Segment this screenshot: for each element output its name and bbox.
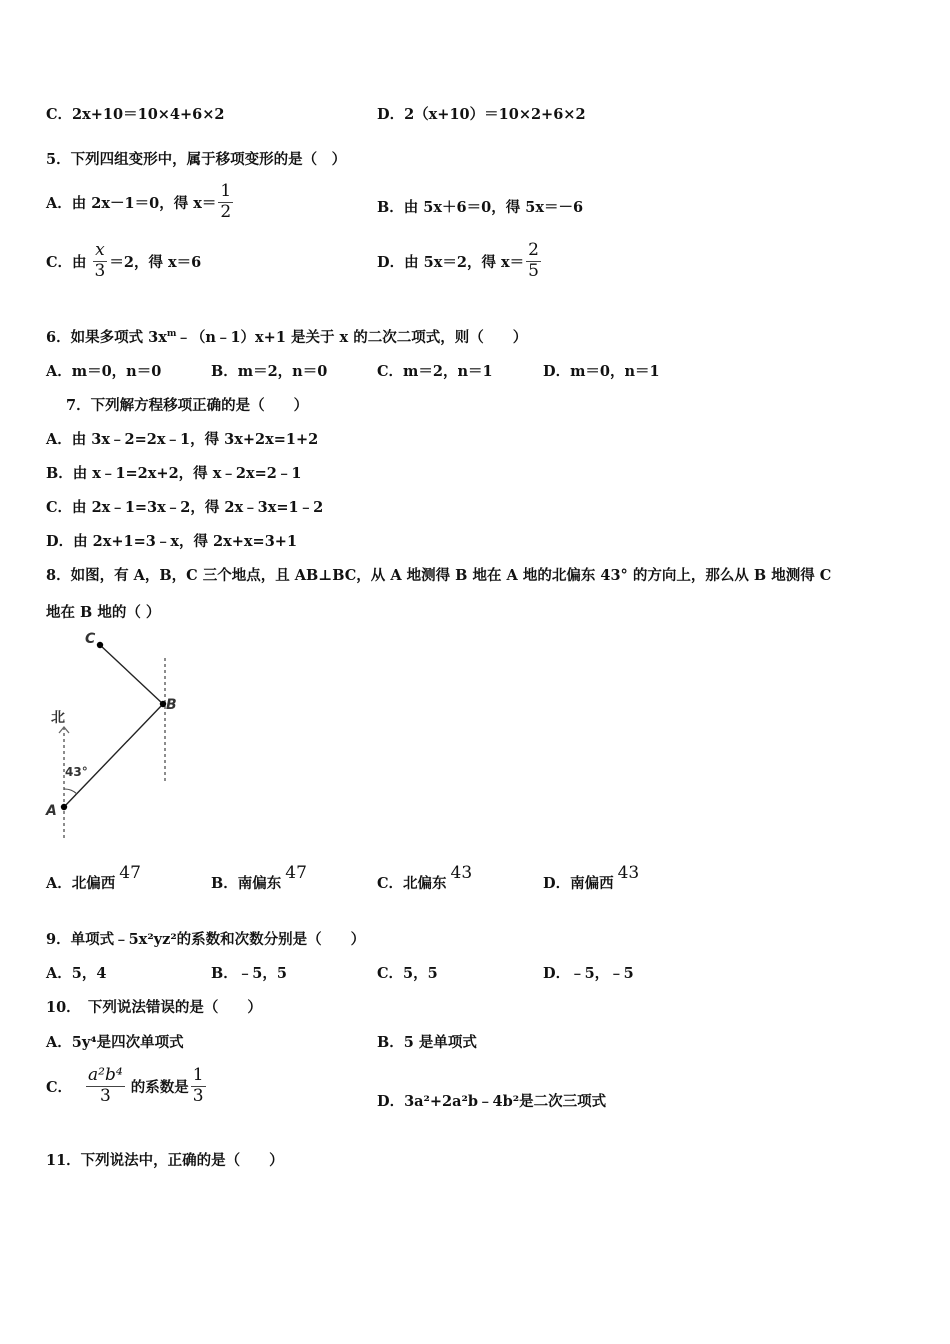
q11-stem: 11．下列说法中，正确的是（ ）	[46, 1152, 284, 1169]
q5-a-text: A．由 2x－1＝0，得 x＝	[46, 194, 217, 212]
q8-a-num: 47	[119, 863, 141, 883]
point-c	[97, 642, 103, 648]
q8-option-b	[211, 863, 307, 893]
q8-option-c	[377, 863, 473, 893]
q5-c-fraction	[93, 241, 108, 281]
q6-option-d: D．m＝0，n＝1	[543, 363, 660, 380]
q9-stem: 9．单项式﹣5x²yz²的系数和次数分别是（ ）	[46, 931, 366, 948]
q8-b-text: B．南偏东	[211, 875, 282, 892]
q10-c-coef-num: 1	[192, 1065, 204, 1085]
q10-c-den: 3	[99, 1085, 111, 1106]
label-c: C	[85, 631, 96, 647]
q4-option-c: C．2x+10＝10×4+6×2	[46, 106, 225, 123]
label-north: 北	[51, 710, 65, 726]
q8-c-num: 43	[450, 863, 473, 883]
q6-stem-sup: m	[166, 329, 177, 340]
q6-option-a: A．m＝0，n＝0	[46, 363, 162, 380]
q5-d-den: 5	[528, 260, 539, 281]
q8-stem-line2: 地在 B 地的（ ）	[46, 604, 161, 621]
q5-option-d	[377, 241, 543, 281]
point-a	[61, 804, 67, 810]
q5-c-den: 3	[94, 260, 106, 281]
q5-c-num: x	[95, 240, 105, 260]
q8-stem-line1: 8．如图，有 A，B，C 三个地点，且 AB⊥BC，从 A 地测得 B 地在 A 地的北偏东 43° 的方向上，那么从 B 地测得 C	[46, 567, 832, 584]
q5-d-fraction	[526, 241, 541, 281]
q10-c-text: C．	[46, 1078, 73, 1096]
q8-a-text: A．北偏西	[46, 875, 116, 892]
q5-c-text: C．由	[46, 253, 87, 271]
q8-d-text: D．南偏西	[543, 875, 614, 892]
q5-option-b: B．由 5x＋6＝0，得 5x＝－6	[377, 199, 584, 216]
q7-option-a: A．由 3x﹣2=2x﹣1，得 3x+2x=1+2	[46, 431, 319, 448]
angle-arc	[64, 789, 77, 794]
q8-b-num: 47	[285, 863, 307, 883]
q10-c-mid: 的系数是	[130, 1078, 189, 1096]
label-b: B	[166, 697, 177, 713]
q10-c-coef-fraction	[191, 1066, 206, 1106]
q8-c-text: C．北偏东	[377, 875, 447, 892]
q7-option-d: D．由 2x+1=3﹣x，得 2x+x=3+1	[46, 533, 298, 550]
q10-option-b: B．5 是单项式	[377, 1034, 477, 1051]
q10-c-fraction	[86, 1066, 125, 1106]
q10-c-coef-den: 3	[192, 1085, 204, 1106]
q5-d-text: D．由 5x＝2，得 x＝	[377, 253, 525, 271]
q5-option-c	[46, 241, 201, 281]
q5-a-den: 2	[220, 201, 232, 222]
q10-c-num: a²b⁴	[88, 1065, 123, 1085]
q7-stem: 7．下列解方程移项正确的是（ ）	[66, 397, 309, 414]
q8-option-a	[46, 863, 141, 893]
q9-option-c: C．5，5	[377, 965, 438, 982]
q5-d-num: 2	[528, 240, 539, 260]
q6-option-b: B．m＝2，n＝0	[211, 363, 328, 380]
q8-figure	[40, 624, 200, 844]
q6-stem-post: ﹣（n﹣1）x+1 是关于 x 的二次二项式，则（ ）	[176, 329, 528, 346]
q6-stem-pre: 6．如果多项式 3x	[46, 329, 167, 346]
q5-option-a	[46, 182, 235, 222]
q5-a-fraction	[218, 182, 233, 222]
q9-option-a: A．5，4	[46, 965, 107, 982]
q10-option-d: D．3a²+2a²b﹣4b²是二次三项式	[377, 1093, 607, 1110]
q10-option-c	[46, 1066, 208, 1106]
q5-stem: 5．下列四组变形中，属于移项变形的是（ ）	[46, 151, 347, 168]
q8-option-d	[543, 863, 640, 893]
q9-option-b: B．﹣5，5	[211, 965, 287, 982]
q8-d-num: 43	[617, 863, 640, 883]
q6-stem	[46, 326, 527, 347]
q7-option-c: C．由 2x﹣1=3x﹣2，得 2x﹣3x=1﹣2	[46, 499, 324, 516]
label-angle: 43°	[65, 765, 88, 779]
q6-option-c: C．m＝2，n＝1	[377, 363, 493, 380]
q5-a-num: 1	[220, 181, 232, 201]
q7-option-b: B．由 x﹣1=2x+2，得 x﹣2x=2﹣1	[46, 465, 302, 482]
q4-option-d: D．2（x+10）＝10×2+6×2	[377, 106, 586, 123]
label-a: A	[46, 803, 57, 819]
q10-stem: 10． 下列说法错误的是（ ）	[46, 999, 262, 1016]
segment-bc	[100, 645, 163, 704]
q9-option-d: D．﹣5，﹣5	[543, 965, 634, 982]
q10-option-a: A．5y⁴是四次单项式	[46, 1034, 184, 1051]
segment-ab	[64, 704, 163, 807]
q5-c-text-post: ＝2，得 x＝6	[109, 253, 202, 271]
